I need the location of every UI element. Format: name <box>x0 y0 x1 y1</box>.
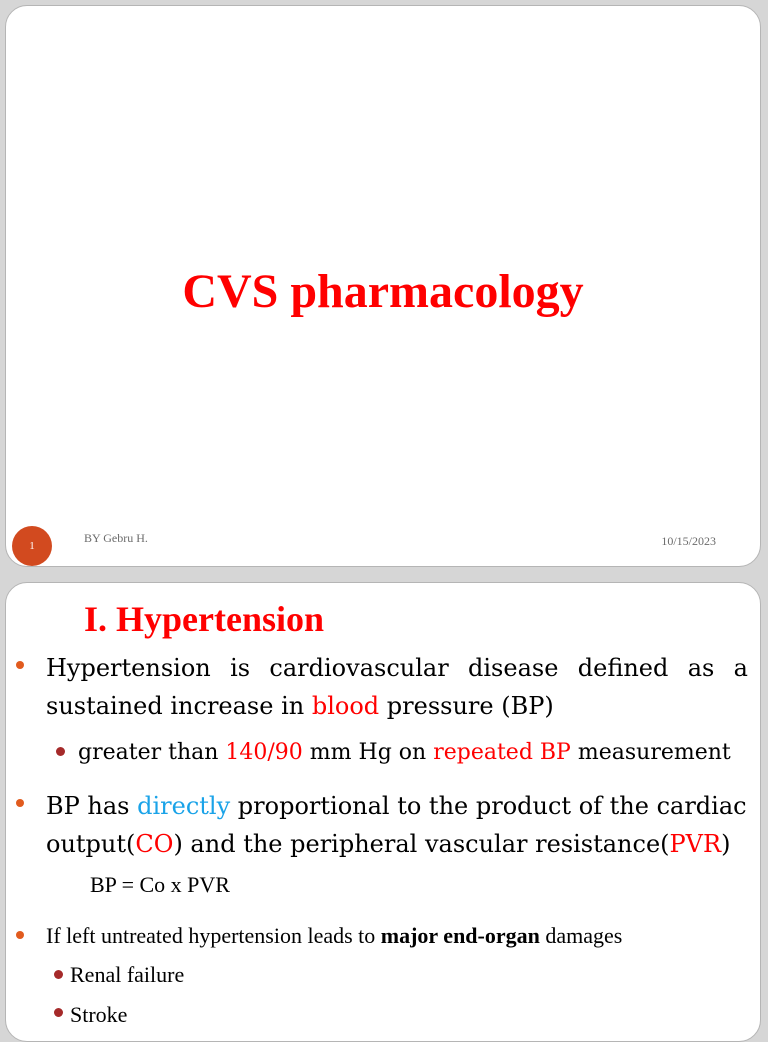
bullet-dot-icon <box>16 931 24 939</box>
bullet-dot-icon <box>16 799 24 807</box>
bullet-dot-icon <box>16 661 24 669</box>
slide-1 <box>5 5 761 567</box>
bullet-end-organ-damage: If left untreated hypertension leads to major end-organ damages <box>46 923 623 948</box>
sub-bullet-stroke: Stroke <box>70 1002 128 1027</box>
section-title: I. Hypertension <box>84 599 325 639</box>
slide-title: CVS pharmacology <box>182 265 584 318</box>
bp-formula: BP = Co x PVR <box>90 872 230 897</box>
sub-bullet-dot-icon <box>54 970 63 979</box>
slide-2 <box>5 582 761 1042</box>
sub-bullet-dot-icon <box>56 747 65 756</box>
date-footer: 10/15/2023 <box>661 534 716 548</box>
bullet-bp-proportional: BP has directly proportional to the product of the cardiac output(CO) and the peripheral vascular resistance(PVR) <box>46 792 747 858</box>
sub-bullet-dot-icon <box>54 1008 63 1017</box>
sub-bullet-renal-failure: Renal failure <box>70 962 185 987</box>
bullet-hypertension-definition: Hypertension is cardiovascular disease defined as a sustained increase in blood pressure (BP) <box>46 654 748 720</box>
sub-bullet-threshold: greater than 140/90 mm Hg on repeated BP measurement <box>78 740 731 765</box>
author-footer: BY Gebru H. <box>84 531 148 545</box>
slide-number-badge: 1 <box>12 526 52 566</box>
